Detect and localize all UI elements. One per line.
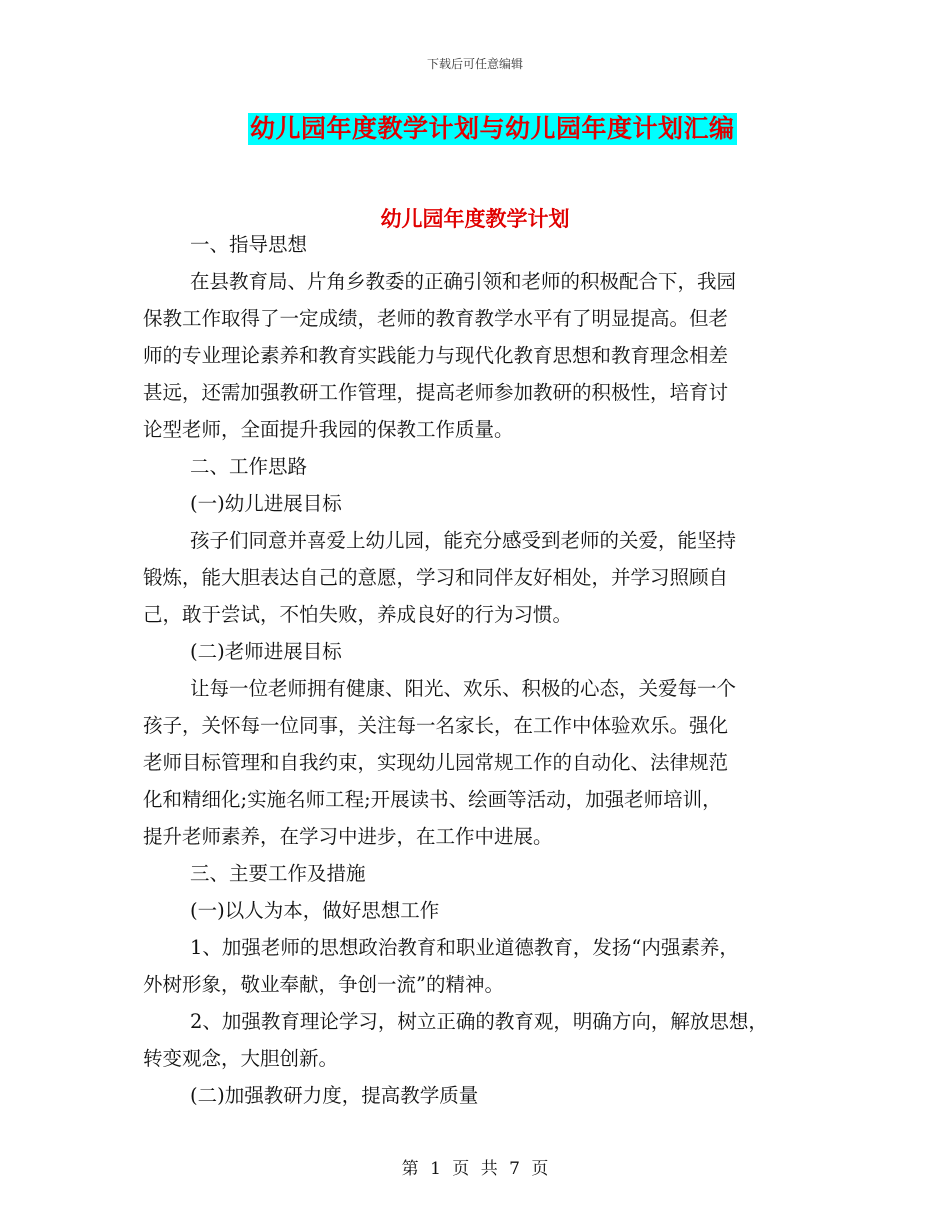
text-line: 转变观念，大胆创新。 [143, 1047, 339, 1070]
text-line: 在县教育局、片角乡教委的正确引领和老师的积极配合下，我园 [190, 270, 737, 293]
body-text [143, 226, 811, 1114]
text-line: 让每一位老师拥有健康、阳光、欢乐、积极的心态，关爱每一个 [190, 677, 737, 700]
text-line: 化和精细化;实施名师工程;开展读书、绘画等活动，加强老师培训， [143, 788, 722, 811]
text-line: 外树形象，敬业奉献，争创一流”的精神。 [143, 973, 504, 996]
page-footer: 第 1 页 共 7 页 [401, 1159, 549, 1179]
text-line: 锻炼，能大胆表达自己的意愿，学习和同伴友好相处，并学习照顾自 [143, 566, 729, 589]
header-note: 下载后可任意编辑 [426, 57, 523, 71]
text-line: 二、工作思路 [190, 455, 308, 478]
text-line: 孩子们同意并喜爱上幼儿园，能充分感受到老师的关爱，能坚持 [190, 529, 737, 552]
text-line: 己，敢于尝试，不怕失败，养成良好的行为习惯。 [143, 603, 573, 626]
text-line: 甚远，还需加强教研工作管理，提高老师参加教研的积极性，培育讨 [143, 381, 729, 404]
text-line: 老师目标管理和自我约束，实现幼儿园常规工作的自动化、法律规范 [143, 751, 729, 774]
text-line: (二)加强教研力度，提高教学质量 [190, 1084, 479, 1107]
text-line: (一)幼儿进展目标 [190, 492, 342, 515]
text-line: 提升老师素养，在学习中进步，在工作中进展。 [143, 825, 553, 848]
text-line: 2、加强教育理论学习，树立正确的教育观，明确方向，解放思想， [190, 1010, 768, 1033]
text-line: 保教工作取得了一定成绩，老师的教育教学水平有了明显提高。但老 [143, 307, 729, 330]
text-line: (二)老师进展目标 [190, 640, 342, 663]
text-line: 论型老师，全面提升我园的保教工作质量。 [143, 418, 514, 441]
text-line: 一、指导思想 [190, 233, 308, 256]
text-line: 三、主要工作及措施 [190, 862, 366, 885]
text-line: 师的专业理论素养和教育实践能力与现代化教育思想和教育理念相差 [143, 344, 729, 367]
text-line: 孩子，关怀每一位同事，关注每一名家长，在工作中体验欢乐。强化 [143, 714, 729, 737]
section-title: 幼儿园年度教学计划 [380, 206, 570, 231]
document-title: 幼儿园年度教学计划与幼儿园年度计划汇编 [250, 114, 735, 143]
text-line: 1、加强老师的思想政治教育和职业道德教育，发扬“内强素养， [190, 936, 739, 959]
text-line: (一)以人为本，做好思想工作 [190, 899, 440, 922]
